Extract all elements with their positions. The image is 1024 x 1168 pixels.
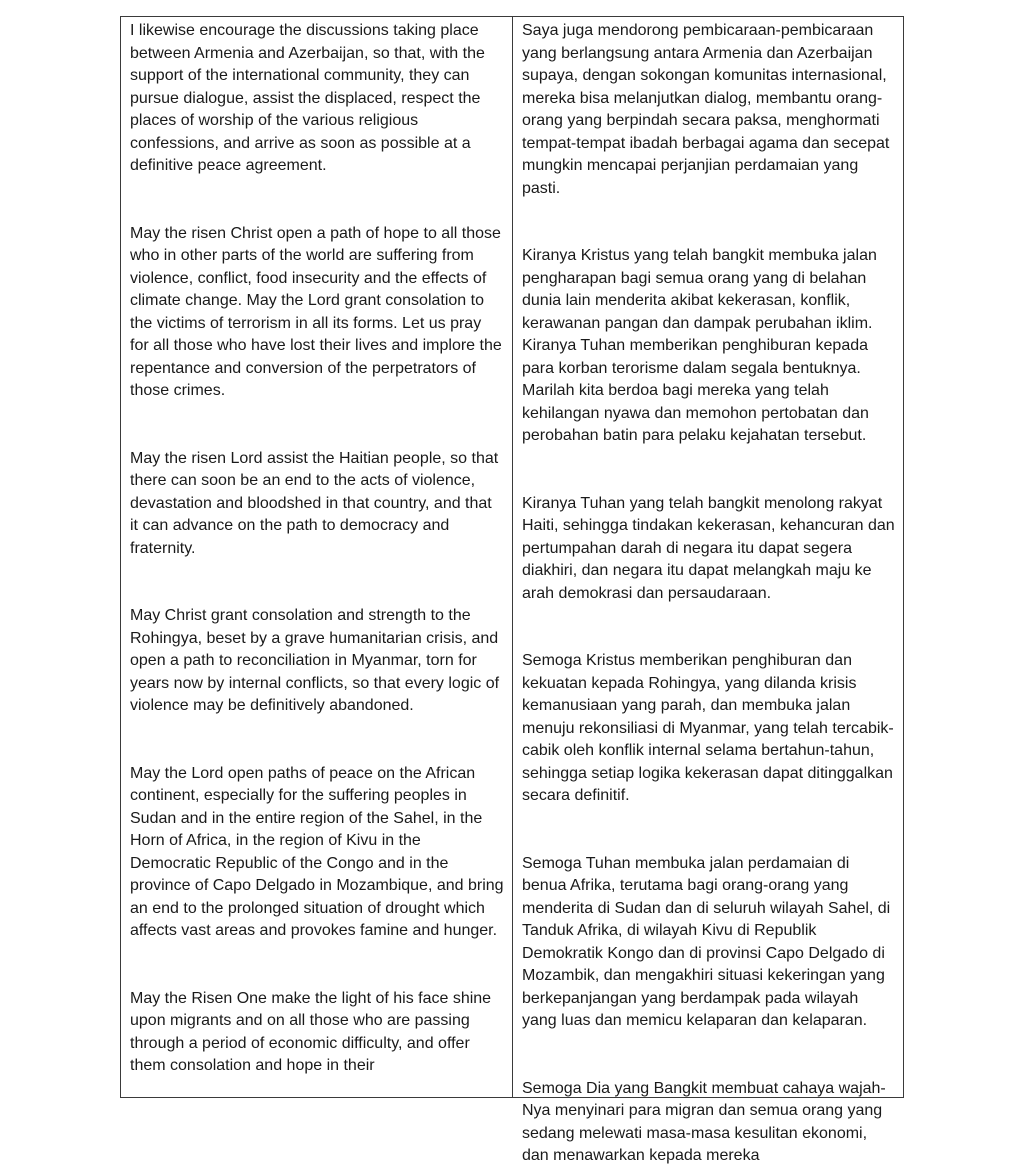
paragraph-gap — [522, 605, 895, 650]
paragraph-gap — [522, 808, 895, 853]
english-paragraph-2: May the risen Christ open a path of hope to all those who in other parts of the world are suffering from violence, conflict, food insecurity and the effects of climate change. May the Lord grant consolation to the victims of terrorism in all its forms. Let us pray for all those who have lost their lives and implore the repentance and conversion of the perpetrators of those crimes. — [130, 224, 502, 399]
paragraph-gap — [522, 1033, 895, 1078]
english-paragraph-5: May the Lord open paths of peace on the African continent, especially for the suffering peoples in Sudan and in the entire region of the Sahel, in the Horn of Africa, in the region of Kivu in the Democratic Republic of the Congo and in the province of Capo Delgado in Mozambique, and bring an end to the prolonged situation of drought which affects vast areas and provokes famine and hunger. — [130, 764, 504, 939]
paragraph-gap — [130, 560, 504, 605]
indonesian-paragraph-3: Kiranya Tuhan yang telah bangkit menolong rakyat Haiti, sehingga tindakan kekerasan, kehancuran dan pertumpahan darah di negara itu dapat segera diakhiri, dan negara itu dapat melangkah maju ke arah demokrasi dan persaudaraan. — [522, 494, 895, 602]
english-paragraph-3: May the risen Lord assist the Haitian people, so that there can soon be an end to the acts of violence, devastation and bloodshed in that country, and that it can advance on the path to democracy and fraternity. — [130, 449, 499, 557]
paragraph-gap — [130, 403, 504, 448]
english-paragraph-1: I likewise encourage the discussions taking place between Armenia and Azerbaijan, so that, with the support of the international community, they can pursue dialogue, assist the displaced, respect the places of worship of the various religious confessions, and arrive as soon as possible at a definitive peace agreement. — [130, 22, 485, 174]
translation-table — [120, 16, 904, 1164]
english-paragraph-4: May Christ grant consolation and strength to the Rohingya, beset by a grave humanitarian crisis, and open a path to reconciliation in Myanmar, torn for years now by internal conflicts, so that every logic of violence may be definitively abandoned. — [130, 607, 500, 714]
english-paragraph-6: May the Risen One make the light of his face shine upon migrants and on all those who are passing through a period of economic difficulty, and offer them consolation and hope in their — [130, 989, 492, 1074]
paragraph-gap — [130, 943, 504, 988]
indonesian-column — [513, 17, 903, 1164]
indonesian-paragraph-4: Semoga Kristus memberikan penghiburan dan kekuatan kepada Rohingya, yang dilanda krisis kemanusiaan yang parah, dan membuka jalan menuju rekonsiliasi di Myanmar, yang telah tercabik-cabik oleh konflik internal selama bertahun-tahun, sehingga setiap logika kekerasan dapat ditinggalkan secara definitif. — [522, 652, 894, 804]
paragraph-gap — [522, 448, 895, 493]
english-column — [121, 17, 513, 1097]
indonesian-paragraph-6: Semoga Dia yang Bangkit membuat cahaya wajah-Nya menyinari para migran dan semua orang yang sedang melewati masa-masa kesulitan ekonomi, dan menawarkan kepada mereka — [522, 1079, 886, 1164]
paragraph-gap — [130, 178, 504, 223]
paragraph-gap — [522, 200, 895, 245]
indonesian-paragraph-2: Kiranya Kristus yang telah bangkit membuka jalan pengharapan bagi semua orang yang di belahan dunia lain menderita akibat kekerasan, konflik, kerawanan pangan dan dampak perubahan iklim. Kiranya Tuhan memberikan penghiburan kepada para korban terorisme dalam segala bentuknya. Marilah kita berdoa bagi mereka yang telah kehilangan nyawa dan memohon pertobatan dan perobahan batin para pelaku kejahatan tersebut. — [522, 247, 877, 444]
indonesian-paragraph-5: Semoga Tuhan membuka jalan perdamaian di benua Afrika, terutama bagi orang-orang yang menderita di Sudan dan di seluruh wilayah Sahel, di Tanduk Afrika, di wilayah Kivu di Republik Demokratik Kongo dan di provinsi Capo Delgado di Mozambik, dan mengakhiri situasi kekeringan yang berkepanjangan yang berdampak pada wilayah yang luas dan memicu kelaparan dan kelaparan. — [522, 854, 891, 1029]
paragraph-gap — [130, 718, 504, 763]
indonesian-paragraph-1: Saya juga mendorong pembicaraan-pembicaraan yang berlangsung antara Armenia dan Azerbaijan supaya, dengan sokongan komunitas internasional, mereka bisa melanjutkan dialog, membantu orang-orang yang berpindah secara paksa, menghormati tempat-tempat ibadah berbagai agama dan secepat mungkin mencapai perjanjian perdamaian yang pasti. — [522, 22, 890, 197]
